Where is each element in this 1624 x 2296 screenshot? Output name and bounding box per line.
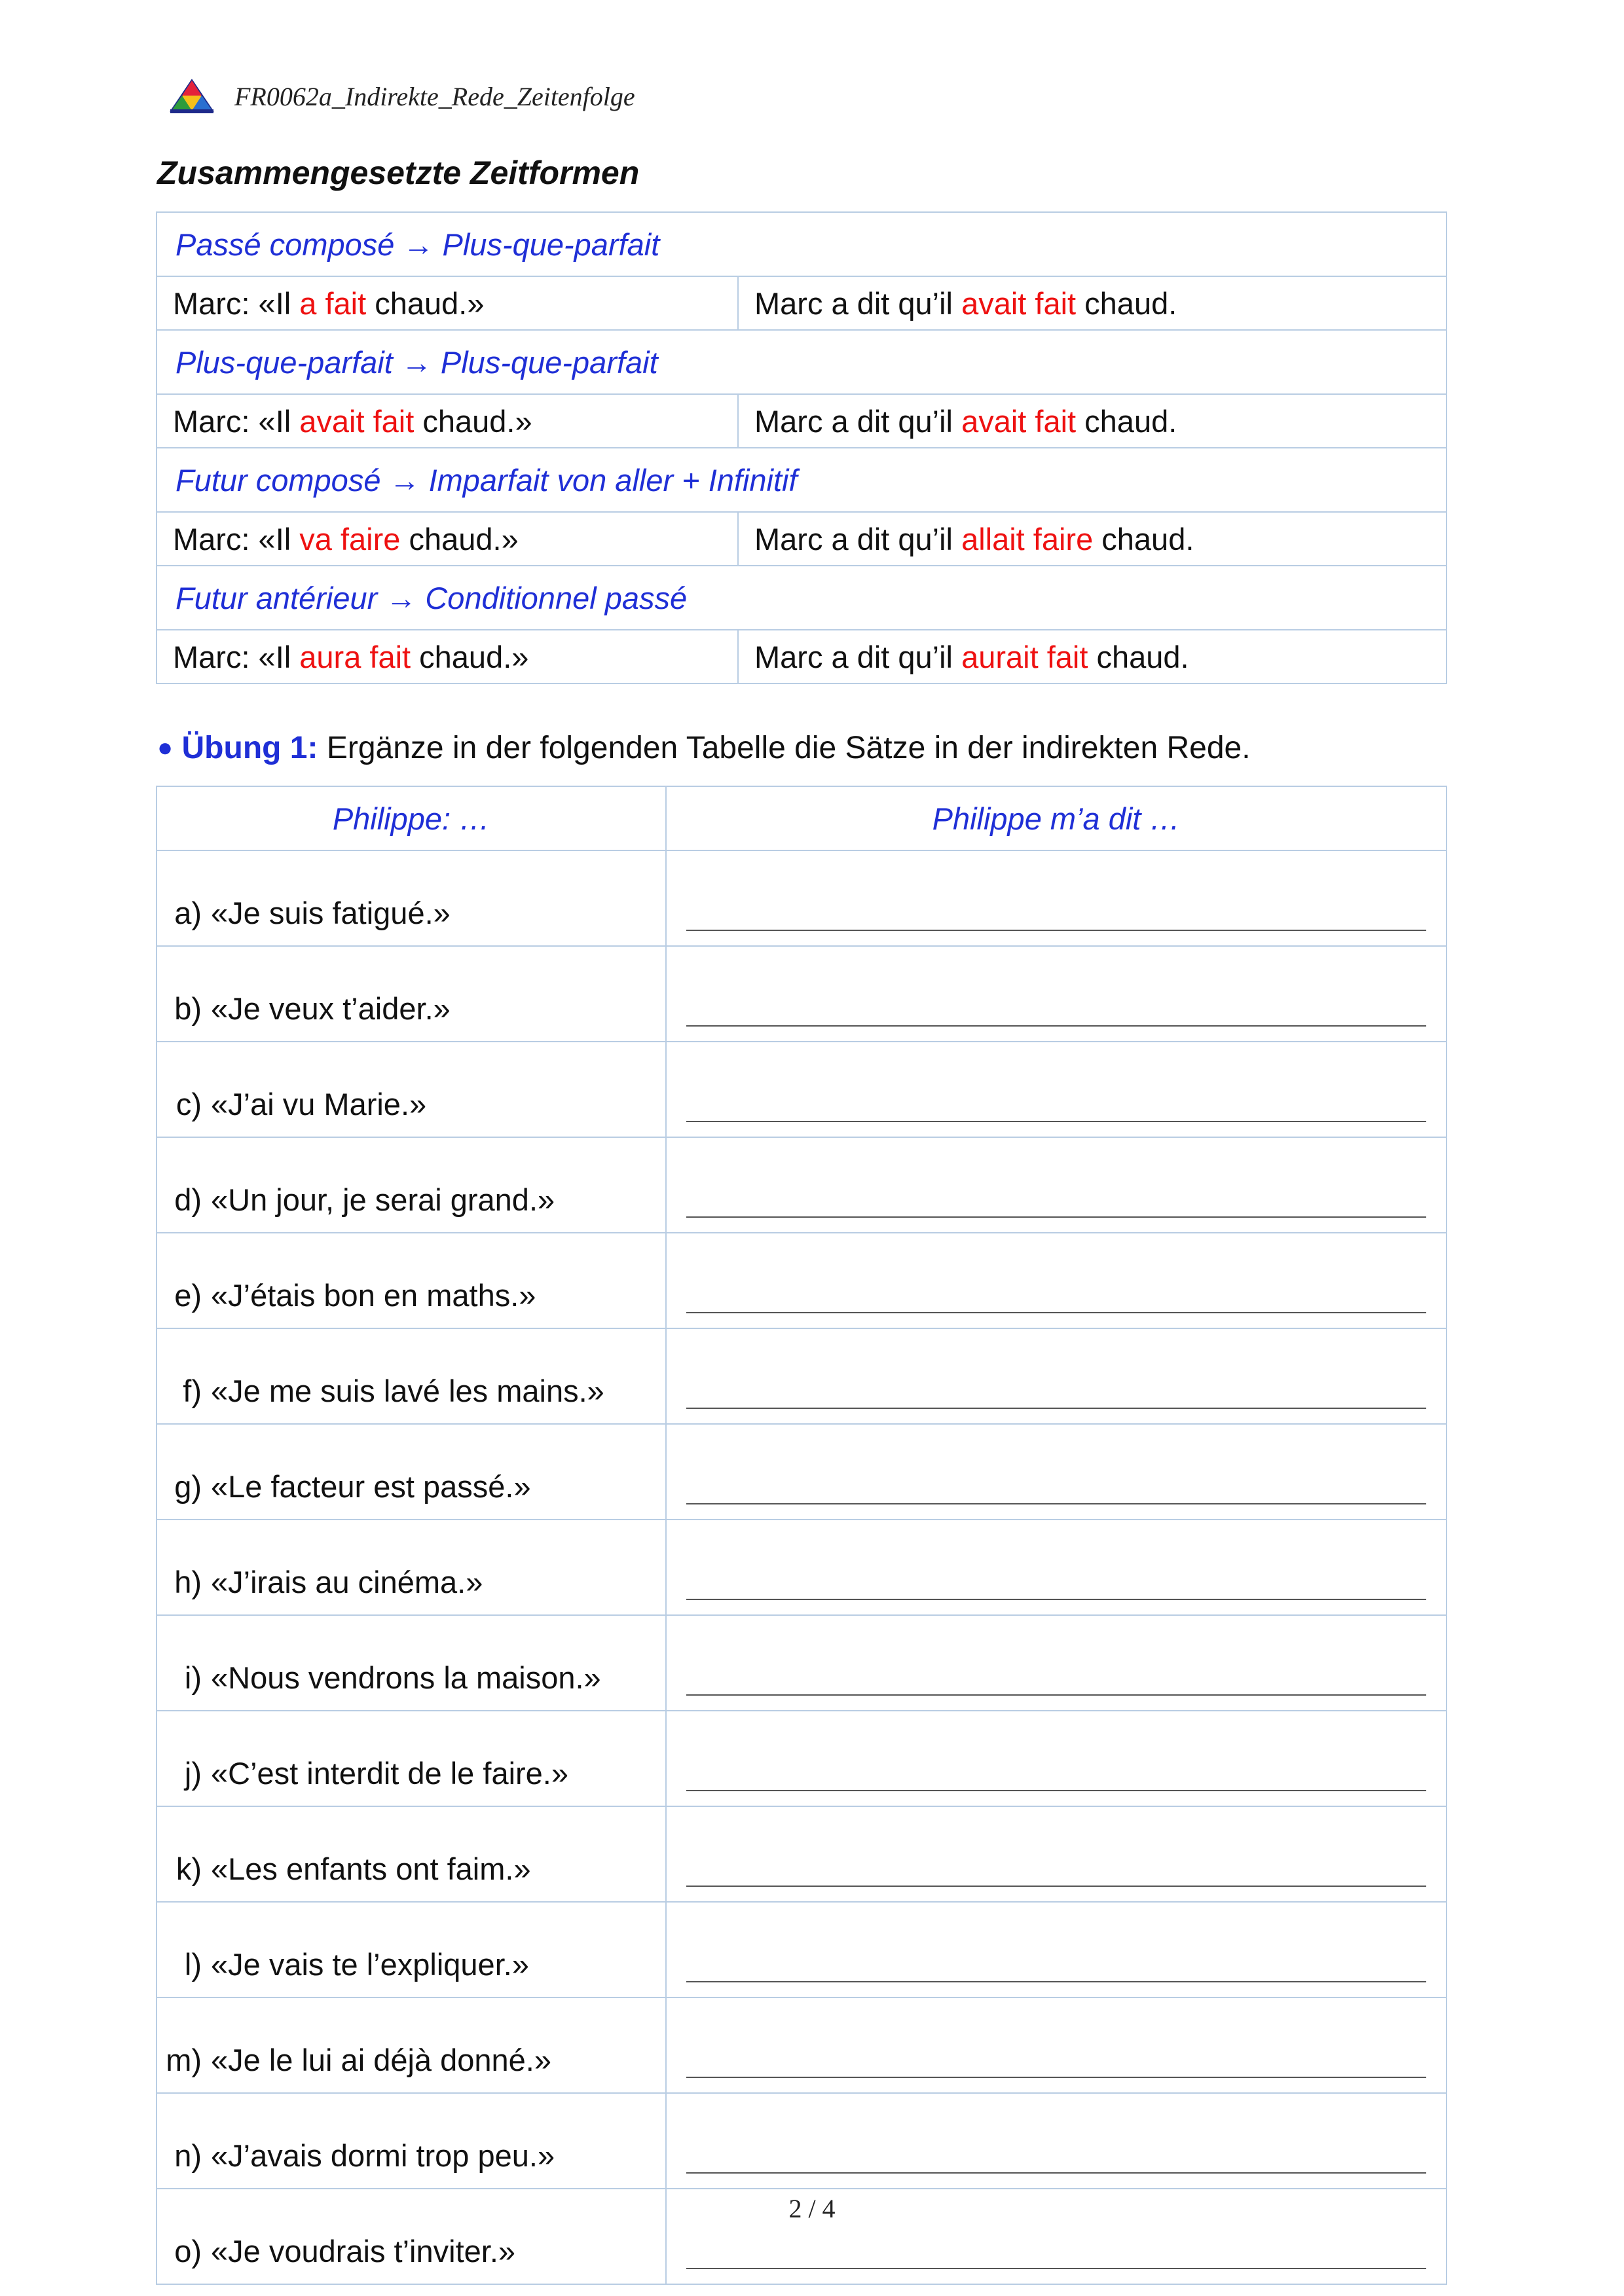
exercise-row [157,1997,1447,2093]
exercise-sentence [157,1520,666,1615]
grammar-table [156,211,1447,684]
sentence-text: «Je me suis lavé les mains.» [211,1374,604,1408]
school-logo-icon [169,78,215,115]
page-header [169,73,635,119]
example-text: chaud.» [400,521,519,556]
exercise-row [157,2093,1447,2189]
item-label: m) [166,2043,202,2077]
example-row [157,512,1447,566]
exercise-row [157,1328,1447,1424]
exercise-row [157,1806,1447,1902]
exercise-sentence [157,850,666,946]
exercise-row [157,1902,1447,1997]
sentence-text: «J’irais au cinéma.» [211,1565,483,1599]
answer-cell[interactable] [666,850,1447,946]
example-text: Marc a dit qu’il [754,639,962,674]
example-text: Marc a dit qu’il [754,521,962,556]
item-label: a) [174,896,202,930]
exercise-instruction: Ergänze in der folgenden Tabelle die Sätze in der indirekten Rede. [326,731,1251,765]
exercise-sentence [157,1137,666,1233]
direct-speech-example [157,630,738,683]
page-number: 2 / 4 [788,2194,836,2223]
grammar-table-body [157,212,1447,683]
example-text: chaud.» [414,403,532,439]
rule-heading: Plus-que-parfait → Plus-que-parfait [157,330,1447,394]
example-text: chaud.» [366,285,485,321]
highlighted-verb: aura fait [299,639,411,674]
exercise-row [157,1711,1447,1806]
exercise-table [156,786,1447,2285]
exercise-sentence [157,1711,666,1806]
answer-line[interactable] [686,1503,1426,1504]
highlighted-verb: a fait [299,285,367,321]
exercise-sentence [157,1806,666,1902]
item-label: n) [174,2138,202,2173]
item-label: b) [174,991,202,1026]
exercise-row [157,1233,1447,1328]
exercise-row [157,1615,1447,1711]
answer-line[interactable] [686,1694,1426,1696]
answer-cell[interactable] [666,1711,1447,1806]
example-text: chaud.» [411,639,529,674]
item-label: j) [184,1756,202,1791]
direct-speech-example [157,512,738,566]
example-text: chaud. [1076,403,1177,439]
direct-speech-example [157,276,738,330]
rule-row [157,330,1447,394]
exercise-row [157,1137,1447,1233]
answer-line[interactable] [686,930,1426,931]
rule-row [157,448,1447,512]
answer-line[interactable] [686,1312,1426,1313]
exercise-row [157,1042,1447,1137]
indirect-speech-example [738,630,1447,683]
highlighted-verb: avait fait [961,403,1077,439]
sentence-text: «J’ai vu Marie.» [211,1087,427,1121]
example-text: Marc: «Il [173,521,300,556]
answer-cell[interactable] [666,1424,1447,1520]
example-text: Marc: «Il [173,639,300,674]
exercise-row [157,946,1447,1042]
answer-cell[interactable] [666,2093,1447,2189]
document-id: FR0062a_Indirekte_Rede_Zeitenfolge [234,81,635,111]
exercise-sentence [157,1997,666,2093]
answer-line[interactable] [686,1981,1426,1982]
example-row [157,276,1447,330]
example-text: Marc a dit qu’il [754,403,962,439]
rule-heading: Futur composé → Imparfait von aller + Infinitif [157,448,1447,512]
answer-cell[interactable] [666,1806,1447,1902]
rule-row [157,566,1447,630]
answer-cell[interactable] [666,1233,1447,1328]
highlighted-verb: avait fait [299,403,415,439]
example-text: Marc: «Il [173,403,300,439]
item-label: h) [174,1565,202,1599]
answer-line[interactable] [686,1216,1426,1218]
sentence-text: «J’étais bon en maths.» [211,1278,536,1313]
sentence-text: «Je voudrais t’inviter.» [211,2234,516,2269]
answer-cell[interactable] [666,1137,1447,1233]
sentence-text: «Les enfants ont faim.» [211,1851,531,1886]
item-label: d) [174,1182,202,1217]
exercise-sentence [157,1233,666,1328]
example-text: Marc: «Il [173,285,300,321]
sentence-text: «C’est interdit de le faire.» [211,1756,569,1791]
highlighted-verb: aurait fait [961,639,1088,674]
sentence-text: «Je vais te l’expliquer.» [211,1947,529,1982]
exercise-sentence [157,1424,666,1520]
item-label: l) [184,1947,202,1982]
column-header-direct: Philippe: … [157,786,666,850]
answer-cell[interactable] [666,1520,1447,1615]
exercise-header-row [157,786,1447,850]
item-label: c) [175,1087,202,1121]
indirect-speech-example [738,512,1447,566]
exercise-row [157,1424,1447,1520]
exercise-label: Übung 1: [181,731,318,765]
example-text: chaud. [1076,285,1177,321]
item-label: g) [174,1469,202,1504]
exercise-table-body [157,850,1447,2284]
exercise-sentence [157,1615,666,1711]
exercise-row [157,850,1447,946]
answer-line[interactable] [686,1599,1426,1600]
sentence-text: «Je suis fatigué.» [211,896,451,930]
item-label: e) [174,1278,202,1313]
item-label: o) [174,2234,202,2269]
section-title: Zusammengesetzte Zeitformen [157,155,640,191]
sentence-text: «Un jour, je serai grand.» [211,1182,555,1217]
answer-cell[interactable] [666,1328,1447,1424]
item-label: f) [183,1374,202,1408]
exercise-sentence [157,1042,666,1137]
rule-heading: Futur antérieur → Conditionnel passé [157,566,1447,630]
example-text: Marc a dit qu’il [754,285,962,321]
highlighted-verb: avait fait [961,285,1077,321]
example-row [157,394,1447,448]
answer-line[interactable] [686,1790,1426,1791]
rule-row [157,212,1447,276]
answer-line[interactable] [686,1886,1426,1887]
answer-line[interactable] [686,1025,1426,1027]
exercise-sentence [157,2093,666,2189]
indirect-speech-example [738,394,1447,448]
exercise-heading [157,730,1251,766]
indirect-speech-example [738,276,1447,330]
example-text: chaud. [1088,639,1189,674]
answer-line[interactable] [686,2268,1426,2269]
answer-cell[interactable] [666,1997,1447,2093]
item-label: k) [175,1851,202,1886]
exercise-sentence [157,1902,666,1997]
sentence-text: «Nous vendrons la maison.» [211,1660,601,1695]
answer-cell[interactable] [666,1902,1447,1997]
sentence-text: «Je le lui ai déjà donné.» [211,2043,552,2077]
exercise-sentence [157,1328,666,1424]
answer-cell[interactable] [666,1615,1447,1711]
bullet-icon: ● [157,733,174,762]
example-row [157,630,1447,683]
column-header-indirect: Philippe m’a dit … [666,786,1447,850]
rule-heading: Passé composé → Plus-que-parfait [157,212,1447,276]
sentence-text: «J’avais dormi trop peu.» [211,2138,555,2173]
sentence-text: «Je veux t’aider.» [211,991,451,1026]
item-label: i) [184,1660,202,1695]
answer-cell[interactable] [666,946,1447,1042]
highlighted-verb: allait faire [961,521,1094,556]
answer-line[interactable] [686,2172,1426,2174]
exercise-sentence [157,946,666,1042]
direct-speech-example [157,394,738,448]
answer-line[interactable] [686,2077,1426,2078]
sentence-text: «Le facteur est passé.» [211,1469,531,1504]
answer-cell[interactable] [666,1042,1447,1137]
exercise-row [157,1520,1447,1615]
highlighted-verb: va faire [299,521,401,556]
answer-line[interactable] [686,1408,1426,1409]
example-text: chaud. [1093,521,1194,556]
answer-line[interactable] [686,1121,1426,1122]
